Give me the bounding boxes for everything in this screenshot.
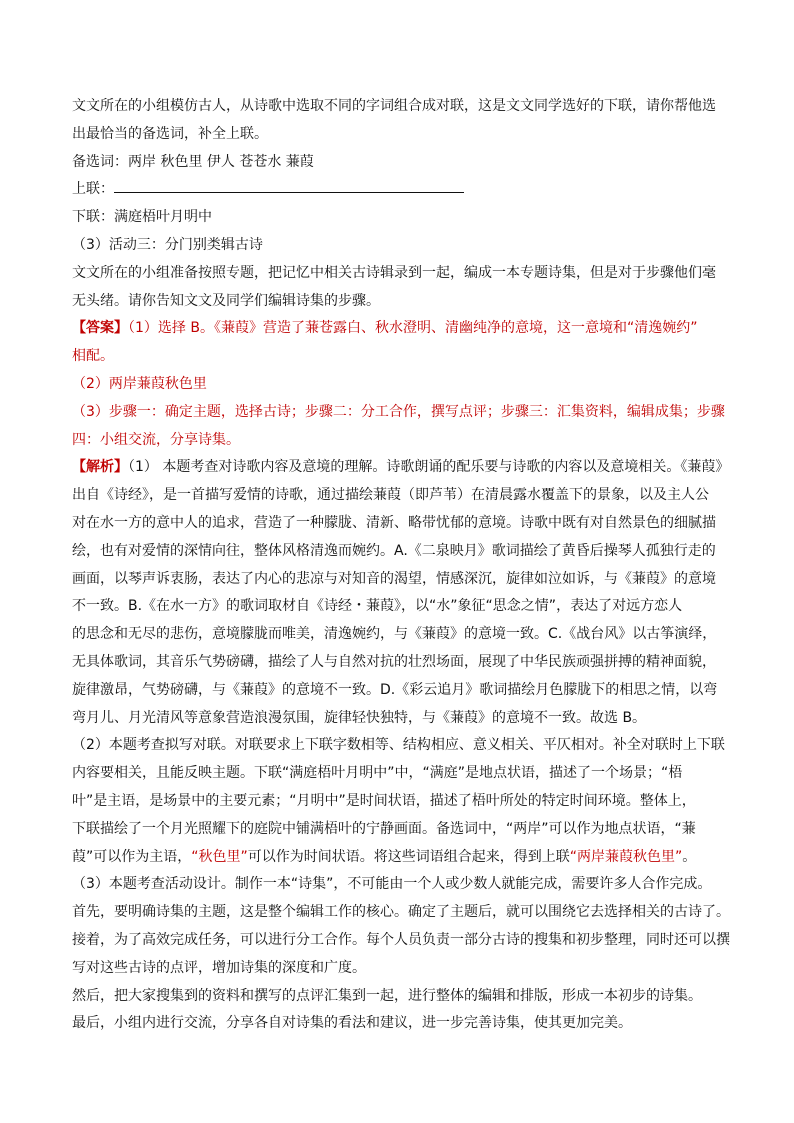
analysis-1-line-2: 出自《诗经》，是一首描写爱情的诗歌，通过描绘蒹葭（即芦苇）在清晨露水覆盖下的景象，以及主人公 [72,487,709,504]
analysis-3-line-6: 最后，小组内进行交流，分享各自对诗集的看法和建议，进一步完善诗集，使其更加完美。 [72,1015,632,1032]
question-intro-line-2: 出最恰当的备选词，补全上联。 [72,125,268,142]
analysis-1-line-8: 无具体歌词，其音乐气势磅礴，描绘了人与自然对抗的壮烈场面，展现了中华民族顽强拼搏的精神面貌， [72,653,716,670]
analysis-2-line-5 [72,844,734,872]
analysis-line-1 [72,454,734,482]
analysis-1-line-3: 对在水一方的意中人的追求，营造了一种朦胧、清新、略带忧郁的意境。诗歌中既有对自然景色的细腻描 [72,514,716,531]
answer-3-line-2: 四：小组交流，分享诗集。 [72,431,240,448]
lower-couplet: 下联：满庭梧叶月明中 [72,209,212,226]
analysis-3-line-4: 写对这些古诗的点评，增加诗集的深度和广度。 [72,959,366,976]
analysis-1-line-9: 旋律激昂，气势磅礴，与《蒹葭》的意境不一致。D.《彩云追月》歌词描绘月色朦胧下的相思之情，以弯 [72,681,718,698]
analysis-3-line-1: （3）本题考查活动设计。制作一本“诗集”，不可能由一个人或少数人就能完成，需要许多人合作完成。 [72,876,712,893]
upper-couplet-blank [114,178,464,193]
analysis-2-5a: 葭”可以作为主语， [72,848,192,865]
analysis-2-5e: 。 [682,848,697,865]
question-intro-line-1: 文文所在的小组模仿古人，从诗歌中选取不同的字词组合成对联，这是文文同学选好的下联，请你帮他选 [72,98,716,114]
analysis-2-5d: “两岸蒹葭秋色里” [569,848,683,865]
answer-line-1 [72,315,734,343]
analysis-3-line-5: 然后，把大家搜集到的资料和撰写的点评汇集到一起，进行整体的编辑和排版，形成一本初步的诗集。 [72,987,702,1004]
analysis-2-line-3: 叶”是主语，是场景中的主要元素；“月明中”是时间状语，描述了梧叶所处的特定时间环境。整体上， [72,792,696,809]
answer-2: （2）两岸蒹葭秋色里 [72,375,207,392]
activity-3-line-1: 文文所在的小组准备按照专题，把记忆中相关古诗辑录到一起，编成一本专题诗集，但是对于步骤他们毫 [72,264,716,281]
analysis-1-line-4: 绘，也有对爱情的深情向往，整体风格清逸而婉约。A.《二泉映月》歌词描绘了黄昏后操琴人孤独行走的 [72,542,716,559]
analysis-2-line-2: 内容要相关，且能反映主题。下联“满庭梧叶月明中”中，“满庭”是地点状语，描述了一个场景；“梧 [72,765,683,782]
candidate-words: 备选词：两岸 秋色里 伊人 苍苍水 蒹葭 [72,153,314,170]
analysis-1-line-10: 弯月儿、月光清风等意象营造浪漫氛围，旋律轻快独特，与《蒹葭》的意境不一致。故选 B。 [72,709,647,726]
activity-3-line-2: 无头绪。请你告知文文及同学们编辑诗集的步骤。 [72,292,380,309]
upper-couplet-label: 上联： [72,181,114,198]
analysis-2-line-4: 下联描绘了一个月光照耀下的庭院中铺满梧叶的宁静画面。备选词中，“两岸”可以作为地点状语，“蒹 [72,820,696,837]
analysis-1-line-5: 画面，以琴声诉衷肠，表达了内心的悲凉与对知音的渴望，情感深沉，旋律如泣如诉，与《蒹葭》的意境 [72,570,716,587]
analysis-3-line-3: 接着，为了高效完成任务，可以进行分工合作。每个人员负责一部分古诗的搜集和初步整理，同时还可以撰 [72,931,730,948]
analysis-1-line-6: 不一致。B.《在水一方》的歌词取材自《诗经・蒹葭》，以“水”象征“思念之情”，表达了对远方恋人 [72,598,683,615]
analysis-2-line-1: （2）本题考查拟写对联。对联要求上下联字数相等、结构相应、意义相关、平仄相对。补全对联时上下联 [72,737,725,754]
analysis-2-5b: “秋色里” [191,848,248,865]
answer-line-2: 相配。 [72,348,114,365]
activity-3-heading: （3）活动三：分门别类辑古诗 [72,236,263,253]
answer-3-line-1: （3）步骤一：确定主题，选择古诗；步骤二：分工合作，撰写点评；步骤三：汇集资料，编辑成集；步骤 [72,403,725,420]
analysis-1-text: （1） 本题考查对诗歌内容及意境的理解。诗歌朗诵的配乐要与诗歌的内容以及意境相关。《蒹葭》 [128,459,730,476]
analysis-3-line-2: 首先，要明确诗集的主题，这是整个编辑工作的核心。确定了主题后，就可以围绕它去选择相关的古诗了。 [72,904,730,921]
upper-couplet-line [72,176,734,204]
analysis-tag: 【解析】 [72,459,128,476]
answer-1-text: （1）选择 B。《蒹葭》营造了蒹苍露白、秋水澄明、清幽纯净的意境，这一意境和“清逸婉约” [128,320,698,337]
document-page [72,93,734,1038]
answer-tag: 【答案】 [72,320,128,337]
analysis-1-line-7: 的思念和无尽的悲伤，意境朦胧而唯美，清逸婉约，与《蒹葭》的意境一致。C.《战台风》以古筝演绎， [72,626,717,643]
analysis-2-5c: 可以作为时间状语。将这些词语组合起来，得到上联 [247,848,570,865]
